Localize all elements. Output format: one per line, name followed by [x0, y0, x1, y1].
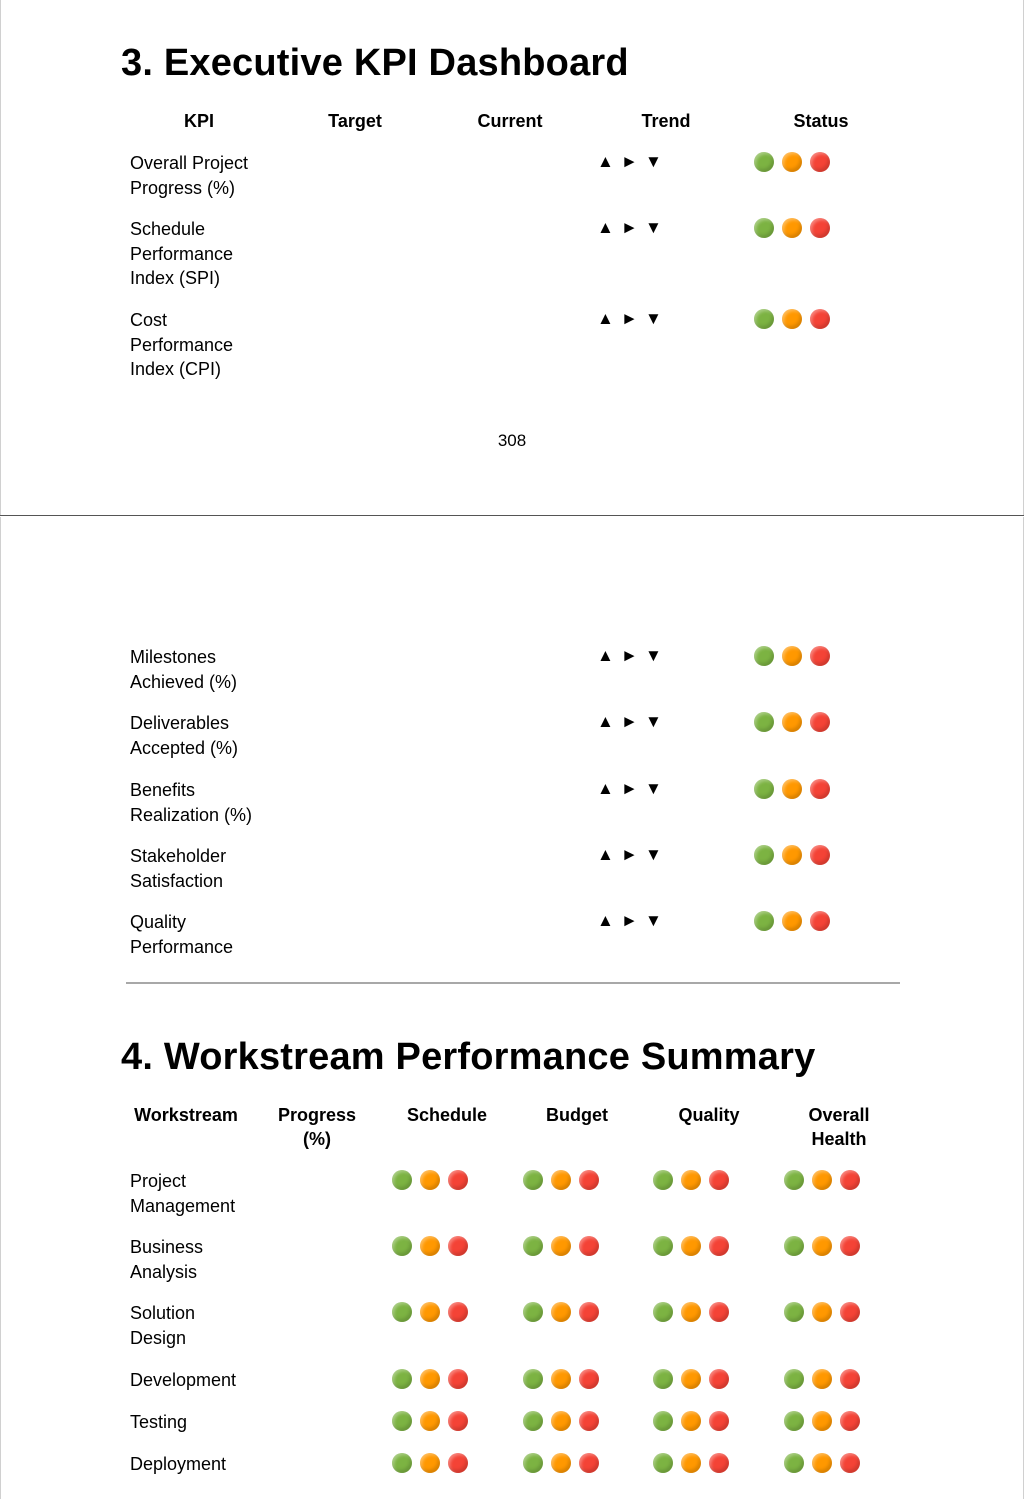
trend-up-icon: ▲: [597, 152, 617, 171]
green-status-icon: [653, 1170, 673, 1190]
green-status-icon: [754, 911, 774, 931]
red-status-icon: [840, 1170, 860, 1190]
amber-status-icon: [782, 712, 802, 732]
kpi-row-label-line: Accepted (%): [130, 737, 239, 758]
red-status-icon: [579, 1302, 599, 1322]
budget-status: [523, 1453, 599, 1473]
workstream-row-label-line: Development: [130, 1370, 237, 1390]
trend-indicator: [597, 151, 665, 173]
kpi-row-label-line: Quality: [130, 912, 187, 932]
kpi-row-label: [130, 308, 233, 382]
amber-status-icon: [812, 1411, 832, 1431]
workstream-row-label: [130, 1301, 195, 1350]
green-status-icon: [754, 712, 774, 732]
red-status-icon: [709, 1302, 729, 1322]
status-indicator: [754, 646, 830, 666]
trend-up-icon: ▲: [597, 712, 617, 731]
status-indicator: [754, 218, 830, 238]
status-indicator: [754, 309, 830, 329]
page-number: 308: [497, 431, 527, 450]
workstream-row-label: [130, 1169, 235, 1218]
budget-status: [523, 1302, 599, 1322]
green-status-icon: [392, 1236, 412, 1256]
workstream-row-label-line: Business: [130, 1237, 204, 1257]
green-status-icon: [784, 1453, 804, 1473]
col-header-kpi: KPI: [183, 111, 214, 131]
amber-status-icon: [551, 1170, 571, 1190]
budget-status: [523, 1369, 599, 1389]
green-status-icon: [523, 1236, 543, 1256]
col-header-progress: [263, 1103, 371, 1151]
amber-status-icon: [681, 1236, 701, 1256]
green-status-icon: [754, 309, 774, 329]
page-break: [0, 515, 1024, 516]
green-status-icon: [754, 218, 774, 238]
trend-down-icon: ▼: [645, 218, 665, 237]
kpi-row-label-line: Benefits: [130, 780, 196, 800]
green-status-icon: [653, 1411, 673, 1431]
amber-status-icon: [782, 309, 802, 329]
trend-down-icon: ▼: [645, 845, 665, 864]
green-status-icon: [653, 1302, 673, 1322]
green-status-icon: [784, 1302, 804, 1322]
workstream-row-label: [130, 1410, 187, 1435]
red-status-icon: [448, 1369, 468, 1389]
trend-flat-icon: ►: [621, 779, 641, 798]
overall-health-status: [784, 1411, 860, 1431]
trend-indicator: [597, 217, 665, 239]
kpi-row-label-line: Index (CPI): [130, 359, 222, 379]
red-status-icon: [448, 1170, 468, 1190]
workstream-row-label: [130, 1235, 203, 1284]
trend-flat-icon: ►: [621, 646, 641, 665]
kpi-row-label-line: Performance: [130, 334, 234, 355]
amber-status-icon: [420, 1236, 440, 1256]
trend-up-icon: ▲: [597, 845, 617, 864]
kpi-row-label-line: Progress (%): [130, 177, 236, 198]
amber-status-icon: [551, 1236, 571, 1256]
red-status-icon: [709, 1453, 729, 1473]
col-header-status: Status: [793, 111, 849, 131]
green-status-icon: [523, 1411, 543, 1431]
col-header-quality-line: Quality: [678, 1105, 740, 1125]
workstream-row-label-line: Management: [130, 1195, 236, 1216]
trend-down-icon: ▼: [645, 712, 665, 731]
amber-status-icon: [551, 1453, 571, 1473]
overall-health-status: [784, 1236, 860, 1256]
trend-indicator: [597, 645, 665, 667]
red-status-icon: [810, 646, 830, 666]
overall-health-status: [784, 1453, 860, 1473]
red-status-icon: [579, 1369, 599, 1389]
red-status-icon: [840, 1453, 860, 1473]
red-status-icon: [810, 845, 830, 865]
kpi-row-label: [130, 844, 226, 893]
col-header-progress-line: Progress: [277, 1105, 357, 1125]
amber-status-icon: [782, 779, 802, 799]
budget-status: [523, 1170, 599, 1190]
red-status-icon: [579, 1411, 599, 1431]
kpi-row-label: [130, 910, 233, 959]
trend-flat-icon: ►: [621, 309, 641, 328]
quality-status: [653, 1453, 729, 1473]
red-status-icon: [810, 152, 830, 172]
trend-down-icon: ▼: [645, 646, 665, 665]
trend-indicator: [597, 778, 665, 800]
amber-status-icon: [420, 1302, 440, 1322]
col-header-schedule: [393, 1103, 501, 1127]
col-header-workstream: [121, 1103, 251, 1127]
page-308: [0, 0, 1024, 515]
kpi-row-label-line: Milestones: [130, 647, 217, 667]
workstream-row-label: [130, 1368, 236, 1393]
green-status-icon: [784, 1170, 804, 1190]
red-status-icon: [709, 1411, 729, 1431]
kpi-row-label: [130, 151, 248, 200]
quality-status: [653, 1170, 729, 1190]
trend-up-icon: ▲: [597, 218, 617, 237]
workstream-row-label-line: Deployment: [130, 1454, 227, 1474]
amber-status-icon: [681, 1453, 701, 1473]
green-status-icon: [754, 646, 774, 666]
status-indicator: [754, 712, 830, 732]
status-indicator: [754, 845, 830, 865]
green-status-icon: [392, 1369, 412, 1389]
green-status-icon: [392, 1170, 412, 1190]
green-status-icon: [523, 1302, 543, 1322]
green-status-icon: [754, 845, 774, 865]
kpi-row-label-line: Performance: [130, 936, 234, 957]
green-status-icon: [653, 1453, 673, 1473]
green-status-icon: [392, 1411, 412, 1431]
amber-status-icon: [782, 911, 802, 931]
col-header-workstream-line: Workstream: [134, 1105, 238, 1125]
page-309: [0, 517, 1024, 1499]
schedule-status: [392, 1411, 468, 1431]
kpi-row-label: [130, 711, 238, 760]
amber-status-icon: [782, 218, 802, 238]
workstream-row-label-line: Design: [130, 1327, 187, 1348]
green-status-icon: [523, 1369, 543, 1389]
trend-up-icon: ▲: [597, 779, 617, 798]
amber-status-icon: [782, 646, 802, 666]
schedule-status: [392, 1170, 468, 1190]
amber-status-icon: [420, 1369, 440, 1389]
trend-down-icon: ▼: [645, 779, 665, 798]
amber-status-icon: [812, 1453, 832, 1473]
trend-flat-icon: ►: [621, 845, 641, 864]
amber-status-icon: [420, 1453, 440, 1473]
quality-status: [653, 1411, 729, 1431]
col-header-progress-line: (%): [303, 1129, 331, 1149]
overall-health-status: [784, 1170, 860, 1190]
amber-status-icon: [551, 1369, 571, 1389]
red-status-icon: [840, 1302, 860, 1322]
red-status-icon: [810, 779, 830, 799]
workstream-row-label: [130, 1452, 226, 1477]
green-status-icon: [392, 1453, 412, 1473]
trend-indicator: [597, 910, 665, 932]
red-status-icon: [579, 1236, 599, 1256]
red-status-icon: [840, 1411, 860, 1431]
status-indicator: [754, 779, 830, 799]
red-status-icon: [840, 1236, 860, 1256]
trend-down-icon: ▼: [645, 911, 665, 930]
col-header-target: Target: [328, 111, 382, 131]
red-status-icon: [709, 1369, 729, 1389]
red-status-icon: [579, 1453, 599, 1473]
kpi-row-label-line: Cost: [130, 310, 168, 330]
trend-indicator: [597, 711, 665, 733]
schedule-status: [392, 1236, 468, 1256]
kpi-row-label-line: Performance: [130, 243, 234, 264]
col-header-quality: [653, 1103, 765, 1127]
overall-health-status: [784, 1302, 860, 1322]
amber-status-icon: [782, 152, 802, 172]
red-status-icon: [579, 1170, 599, 1190]
kpi-row-label: [130, 645, 237, 694]
amber-status-icon: [681, 1369, 701, 1389]
red-status-icon: [709, 1170, 729, 1190]
trend-up-icon: ▲: [597, 911, 617, 930]
col-header-trend: Trend: [641, 111, 691, 131]
red-status-icon: [810, 309, 830, 329]
budget-status: [523, 1411, 599, 1431]
red-status-icon: [448, 1453, 468, 1473]
section-4-title: 4. Workstream Performance Summary: [121, 1036, 816, 1078]
amber-status-icon: [551, 1302, 571, 1322]
trend-flat-icon: ►: [621, 152, 641, 171]
workstream-row-label-line: Testing: [130, 1412, 188, 1432]
col-header-overall-health-line: Overall: [808, 1105, 870, 1125]
kpi-row-label-line: Index (SPI): [130, 268, 221, 288]
workstream-row-label-line: Project: [130, 1171, 187, 1191]
amber-status-icon: [420, 1170, 440, 1190]
amber-status-icon: [812, 1302, 832, 1322]
red-status-icon: [448, 1411, 468, 1431]
green-status-icon: [784, 1411, 804, 1431]
trend-down-icon: ▼: [645, 152, 665, 171]
workstream-row-label-line: Solution: [130, 1303, 196, 1323]
red-status-icon: [840, 1369, 860, 1389]
section-divider: [126, 982, 900, 984]
amber-status-icon: [420, 1411, 440, 1431]
trend-up-icon: ▲: [597, 646, 617, 665]
kpi-row-label-line: Schedule: [130, 219, 206, 239]
red-status-icon: [448, 1236, 468, 1256]
amber-status-icon: [812, 1369, 832, 1389]
col-header-overall-health-line: Health: [811, 1129, 867, 1149]
status-indicator: [754, 911, 830, 931]
section-3-title: 3. Executive KPI Dashboard: [121, 42, 629, 84]
kpi-row-label-line: Realization (%): [130, 804, 253, 825]
green-status-icon: [784, 1236, 804, 1256]
status-indicator: [754, 152, 830, 172]
col-header-current: Current: [477, 111, 543, 131]
kpi-row-label-line: Achieved (%): [130, 671, 238, 692]
amber-status-icon: [551, 1411, 571, 1431]
kpi-row-label: [130, 217, 233, 291]
red-status-icon: [810, 218, 830, 238]
trend-flat-icon: ►: [621, 712, 641, 731]
green-status-icon: [754, 779, 774, 799]
green-status-icon: [754, 152, 774, 172]
kpi-row-label-line: Satisfaction: [130, 870, 224, 891]
trend-down-icon: ▼: [645, 309, 665, 328]
green-status-icon: [784, 1369, 804, 1389]
red-status-icon: [810, 712, 830, 732]
green-status-icon: [392, 1302, 412, 1322]
col-header-budget: [523, 1103, 631, 1127]
green-status-icon: [653, 1236, 673, 1256]
schedule-status: [392, 1302, 468, 1322]
schedule-status: [392, 1453, 468, 1473]
amber-status-icon: [681, 1411, 701, 1431]
red-status-icon: [709, 1236, 729, 1256]
amber-status-icon: [681, 1302, 701, 1322]
col-header-overall-health: [781, 1103, 897, 1151]
red-status-icon: [810, 911, 830, 931]
amber-status-icon: [812, 1236, 832, 1256]
amber-status-icon: [681, 1170, 701, 1190]
kpi-row-label-line: Overall Project: [130, 153, 249, 173]
overall-health-status: [784, 1369, 860, 1389]
workstream-row-label-line: Analysis: [130, 1261, 198, 1282]
kpi-row-label-line: Deliverables: [130, 713, 230, 733]
kpi-row-label-line: Stakeholder: [130, 846, 227, 866]
col-header-budget-line: Budget: [546, 1105, 608, 1125]
schedule-status: [392, 1369, 468, 1389]
quality-status: [653, 1369, 729, 1389]
quality-status: [653, 1236, 729, 1256]
trend-indicator: [597, 844, 665, 866]
red-status-icon: [448, 1302, 468, 1322]
trend-flat-icon: ►: [621, 911, 641, 930]
green-status-icon: [523, 1453, 543, 1473]
amber-status-icon: [782, 845, 802, 865]
trend-indicator: [597, 308, 665, 330]
col-header-schedule-line: Schedule: [406, 1105, 488, 1125]
quality-status: [653, 1302, 729, 1322]
kpi-row-label: [130, 778, 252, 827]
green-status-icon: [523, 1170, 543, 1190]
budget-status: [523, 1236, 599, 1256]
trend-flat-icon: ►: [621, 218, 641, 237]
green-status-icon: [653, 1369, 673, 1389]
trend-up-icon: ▲: [597, 309, 617, 328]
amber-status-icon: [812, 1170, 832, 1190]
